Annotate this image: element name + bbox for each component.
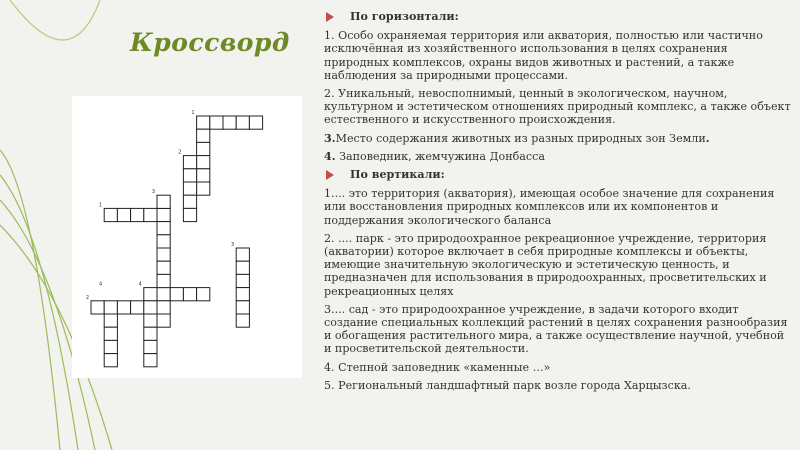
crossword-cell[interactable] — [104, 340, 117, 353]
crossword-cell[interactable] — [144, 288, 157, 301]
crossword-cell[interactable] — [144, 340, 157, 353]
crossword-cell[interactable] — [157, 248, 170, 261]
page-title: Кроссворд — [130, 28, 290, 57]
crossword-cell[interactable] — [223, 116, 236, 129]
clue-text: Особо охраняемая территория или акватория, полностью или частично исключённая из хозяйственного использования в целях сохранения природных комплексов, охраны видов животных и растений, а также наблюдения за природными процессами. — [324, 29, 763, 82]
crossword-cell[interactable] — [197, 169, 210, 182]
crossword-cell[interactable] — [210, 116, 223, 129]
crossword-cell[interactable] — [183, 208, 196, 221]
crossword-cell[interactable] — [183, 156, 196, 169]
vertical-clue — [324, 232, 792, 298]
horizontal-clue — [324, 132, 792, 145]
clue-tail: . — [705, 131, 710, 145]
crossword-grid — [72, 96, 302, 378]
crossword-cell[interactable] — [157, 222, 170, 235]
clue-number: 4. — [324, 149, 336, 163]
bullet-arrow-icon — [326, 12, 334, 22]
crossword-clue-number: 1 — [191, 110, 195, 116]
clue-number: 5. — [324, 378, 335, 392]
clue-number: 3. — [324, 131, 336, 145]
clue-number: 4. — [324, 360, 335, 374]
crossword-cell[interactable] — [197, 156, 210, 169]
crossword-cell[interactable] — [104, 301, 117, 314]
crossword-cell[interactable] — [104, 314, 117, 327]
vertical-clue — [324, 303, 792, 356]
vertical-clues-list — [324, 187, 792, 392]
crossword-clue-number: 2 — [85, 294, 89, 301]
clue-number: 1. — [324, 187, 335, 201]
crossword-clue-number: 3 — [231, 242, 235, 248]
clues-panel — [324, 10, 792, 397]
crossword-cell[interactable] — [144, 354, 157, 367]
clue-text: Уникальный, невосполнимый, ценный в экологическом, научном, культурном и эстетическом отношениях природный комплекс, а также объект естественного и искусственного происхождения. — [324, 87, 791, 127]
crossword-cell[interactable] — [236, 288, 249, 301]
crossword-clue-number: 4 — [138, 281, 142, 288]
crossword-cell[interactable] — [236, 116, 249, 129]
crossword-cell[interactable] — [144, 327, 157, 340]
crossword-cell[interactable] — [236, 248, 249, 261]
crossword-cell[interactable] — [157, 235, 170, 248]
crossword-cell[interactable] — [117, 301, 130, 314]
vertical-heading: По вертикали: — [324, 168, 792, 181]
vertical-clue — [324, 361, 792, 374]
vertical-clue — [324, 187, 792, 227]
crossword-cell[interactable] — [144, 314, 157, 327]
horizontal-clue — [324, 29, 792, 82]
clue-text: Заповедник, жемчужина Донбасса — [335, 149, 545, 163]
clue-text: ... это территория (акватория), имеющая особое значение для сохранения или восстановления природных комплексов или их компонентов и поддержания экологического баланса — [324, 187, 775, 227]
crossword-cell[interactable] — [236, 274, 249, 287]
crossword-cell[interactable] — [104, 208, 117, 221]
crossword-cell[interactable] — [157, 208, 170, 221]
clue-number: 2. — [324, 87, 335, 101]
crossword-cell[interactable] — [197, 288, 210, 301]
crossword-cell[interactable] — [144, 208, 157, 221]
crossword-cell[interactable] — [104, 354, 117, 367]
horizontal-heading: По горизонтали: — [324, 10, 792, 23]
horizontal-clue — [324, 150, 792, 163]
crossword-cell[interactable] — [157, 195, 170, 208]
crossword-cell[interactable] — [144, 301, 157, 314]
crossword-cell[interactable] — [249, 116, 262, 129]
clue-text: Степной заповедник «каменные …» — [334, 360, 551, 374]
crossword-cell[interactable] — [197, 182, 210, 195]
crossword-clue-number: 1 — [99, 202, 103, 209]
crossword-cell[interactable] — [157, 314, 170, 327]
crossword-cell[interactable] — [236, 261, 249, 274]
crossword-cell[interactable] — [197, 116, 210, 129]
crossword-cell[interactable] — [197, 129, 210, 142]
horizontal-clue — [324, 87, 792, 127]
crossword-cell[interactable] — [104, 327, 117, 340]
vertical-clue — [324, 379, 792, 392]
clue-number: 3. — [324, 302, 335, 316]
crossword-cell[interactable] — [183, 182, 196, 195]
crossword-clue-number: 3 — [151, 189, 155, 196]
clue-text: ... сад - это природоохранное учреждение, в задачи которого входит создание специальных коллекций растений в целях сохранения разнообразия и обогащения растительного мира, а также осуществление научной, учебной и просветительской деятельности. — [324, 302, 788, 356]
crossword-cell[interactable] — [236, 314, 249, 327]
clue-number: 2. — [324, 231, 335, 245]
bullet-arrow-icon — [326, 170, 334, 180]
crossword-cell[interactable] — [131, 208, 144, 221]
crossword-cell[interactable] — [183, 169, 196, 182]
crossword-cell[interactable] — [157, 261, 170, 274]
crossword-cell[interactable] — [183, 195, 196, 208]
crossword-cell[interactable] — [236, 301, 249, 314]
crossword-cell[interactable] — [170, 288, 183, 301]
crossword-cell[interactable] — [91, 301, 104, 314]
crossword-clue-number: 2 — [178, 149, 182, 156]
crossword-cell[interactable] — [157, 301, 170, 314]
crossword-cell[interactable] — [131, 301, 144, 314]
crossword-cell[interactable] — [117, 208, 130, 221]
horizontal-clues-list — [324, 29, 792, 163]
crossword-cell[interactable] — [197, 142, 210, 155]
clue-text: Место содержания животных из разных природных зон Земли — [335, 131, 706, 145]
clue-text: .... парк - это природоохранное рекреационное учреждение, территория (акватории) которое включает в себя природные комплексы и объекты, имеющие значительную экологическую и эстетическую ценность, и предназначен для использования в природоохранных, просветительских и рекреационных целях — [324, 231, 767, 298]
clue-text: Региональный ландшафтный парк возле города Харцызска. — [334, 378, 691, 392]
crossword-cell[interactable] — [157, 288, 170, 301]
crossword-cell[interactable] — [183, 288, 196, 301]
clue-number: 1. — [324, 29, 335, 43]
crossword-cell[interactable] — [157, 274, 170, 287]
crossword-clue-number: 4 — [99, 281, 103, 288]
